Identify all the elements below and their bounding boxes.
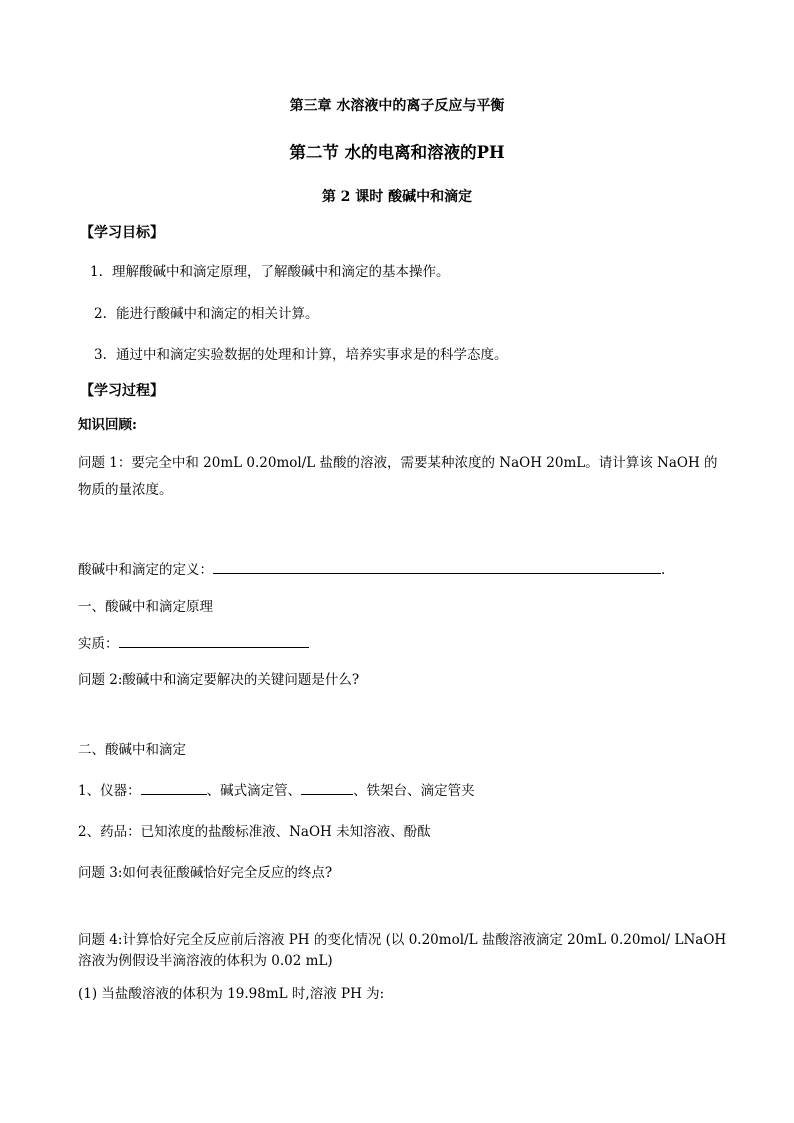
question-4-line-2: 溶液为例假设半滴溶液的体积为 0.02 mL) bbox=[78, 953, 333, 969]
instrument-blank-1[interactable] bbox=[141, 781, 207, 795]
goals-heading: 【学习目标】 bbox=[80, 225, 164, 241]
instruments-line bbox=[78, 781, 475, 800]
question-4-line-1: 问题 4:计算恰好完全反应前后溶液 PH 的变化情况 (以 0.20mol/L 盐酸溶液滴定 20mL 0.20mol/ LNaOH bbox=[78, 932, 727, 948]
process-heading: 【学习过程】 bbox=[80, 383, 164, 399]
instruments-mid-text: 、碱式滴定管、 bbox=[206, 783, 302, 799]
review-heading: 知识回顾: bbox=[78, 417, 137, 433]
definition-line bbox=[78, 560, 665, 579]
instrument-blank-2[interactable] bbox=[301, 781, 353, 795]
goal-text: 能进行酸碱中和滴定的相关计算。 bbox=[116, 306, 319, 322]
instruments-label: 1、仪器： bbox=[78, 783, 141, 799]
essence-label: 实质： bbox=[78, 636, 119, 652]
chapter-title: 第三章 水溶液中的离子反应与平衡 bbox=[289, 98, 505, 114]
question-2: 问题 2:酸碱中和滴定要解决的关键问题是什么? bbox=[78, 672, 360, 688]
goal-number: 1. bbox=[90, 264, 103, 280]
sub-question-1: (1) 当盐酸溶液的体积为 19.98mL 时,溶液 PH 为: bbox=[78, 986, 385, 1002]
goal-item-3 bbox=[94, 346, 508, 364]
goal-text: 通过中和滴定实验数据的处理和计算，培养实事求是的科学态度。 bbox=[116, 347, 508, 363]
definition-answer-blank[interactable] bbox=[213, 560, 661, 574]
part-1-heading: 一、酸碱中和滴定原理 bbox=[78, 599, 213, 615]
goal-text: 理解酸碱中和滴定原理，了解酸碱中和滴定的基本操作。 bbox=[112, 264, 450, 280]
definition-end: . bbox=[661, 562, 666, 578]
question-1-line-2: 物质的量浓度。 bbox=[78, 482, 173, 498]
question-1-line-1: 问题 1：要完全中和 20mL 0.20mol/L 盐酸的溶液，需要某种浓度的 NaOH 20mL。请计算该 NaOH 的 bbox=[78, 455, 718, 471]
reagents-line: 2、药品：已知浓度的盐酸标准液、NaOH 未知溶液、酚酞 bbox=[78, 824, 431, 840]
part-2-heading: 二、酸碱中和滴定 bbox=[78, 742, 186, 758]
goal-item-1 bbox=[90, 263, 450, 281]
instruments-suffix-text: 、铁架台、滴定管夹 bbox=[353, 783, 475, 799]
essence-answer-blank[interactable] bbox=[119, 634, 309, 648]
goal-item-2 bbox=[94, 305, 319, 323]
lesson-title: 第 2 课时 酸碱中和滴定 bbox=[321, 189, 473, 205]
definition-label: 酸碱中和滴定的定义： bbox=[78, 562, 213, 578]
goal-number: 3. bbox=[94, 347, 107, 363]
question-3: 问题 3:如何表征酸碱恰好完全反应的终点? bbox=[78, 865, 333, 881]
essence-line bbox=[78, 634, 309, 653]
section-title: 第二节 水的电离和溶液的PH bbox=[289, 143, 505, 162]
goal-number: 2. bbox=[94, 306, 107, 322]
